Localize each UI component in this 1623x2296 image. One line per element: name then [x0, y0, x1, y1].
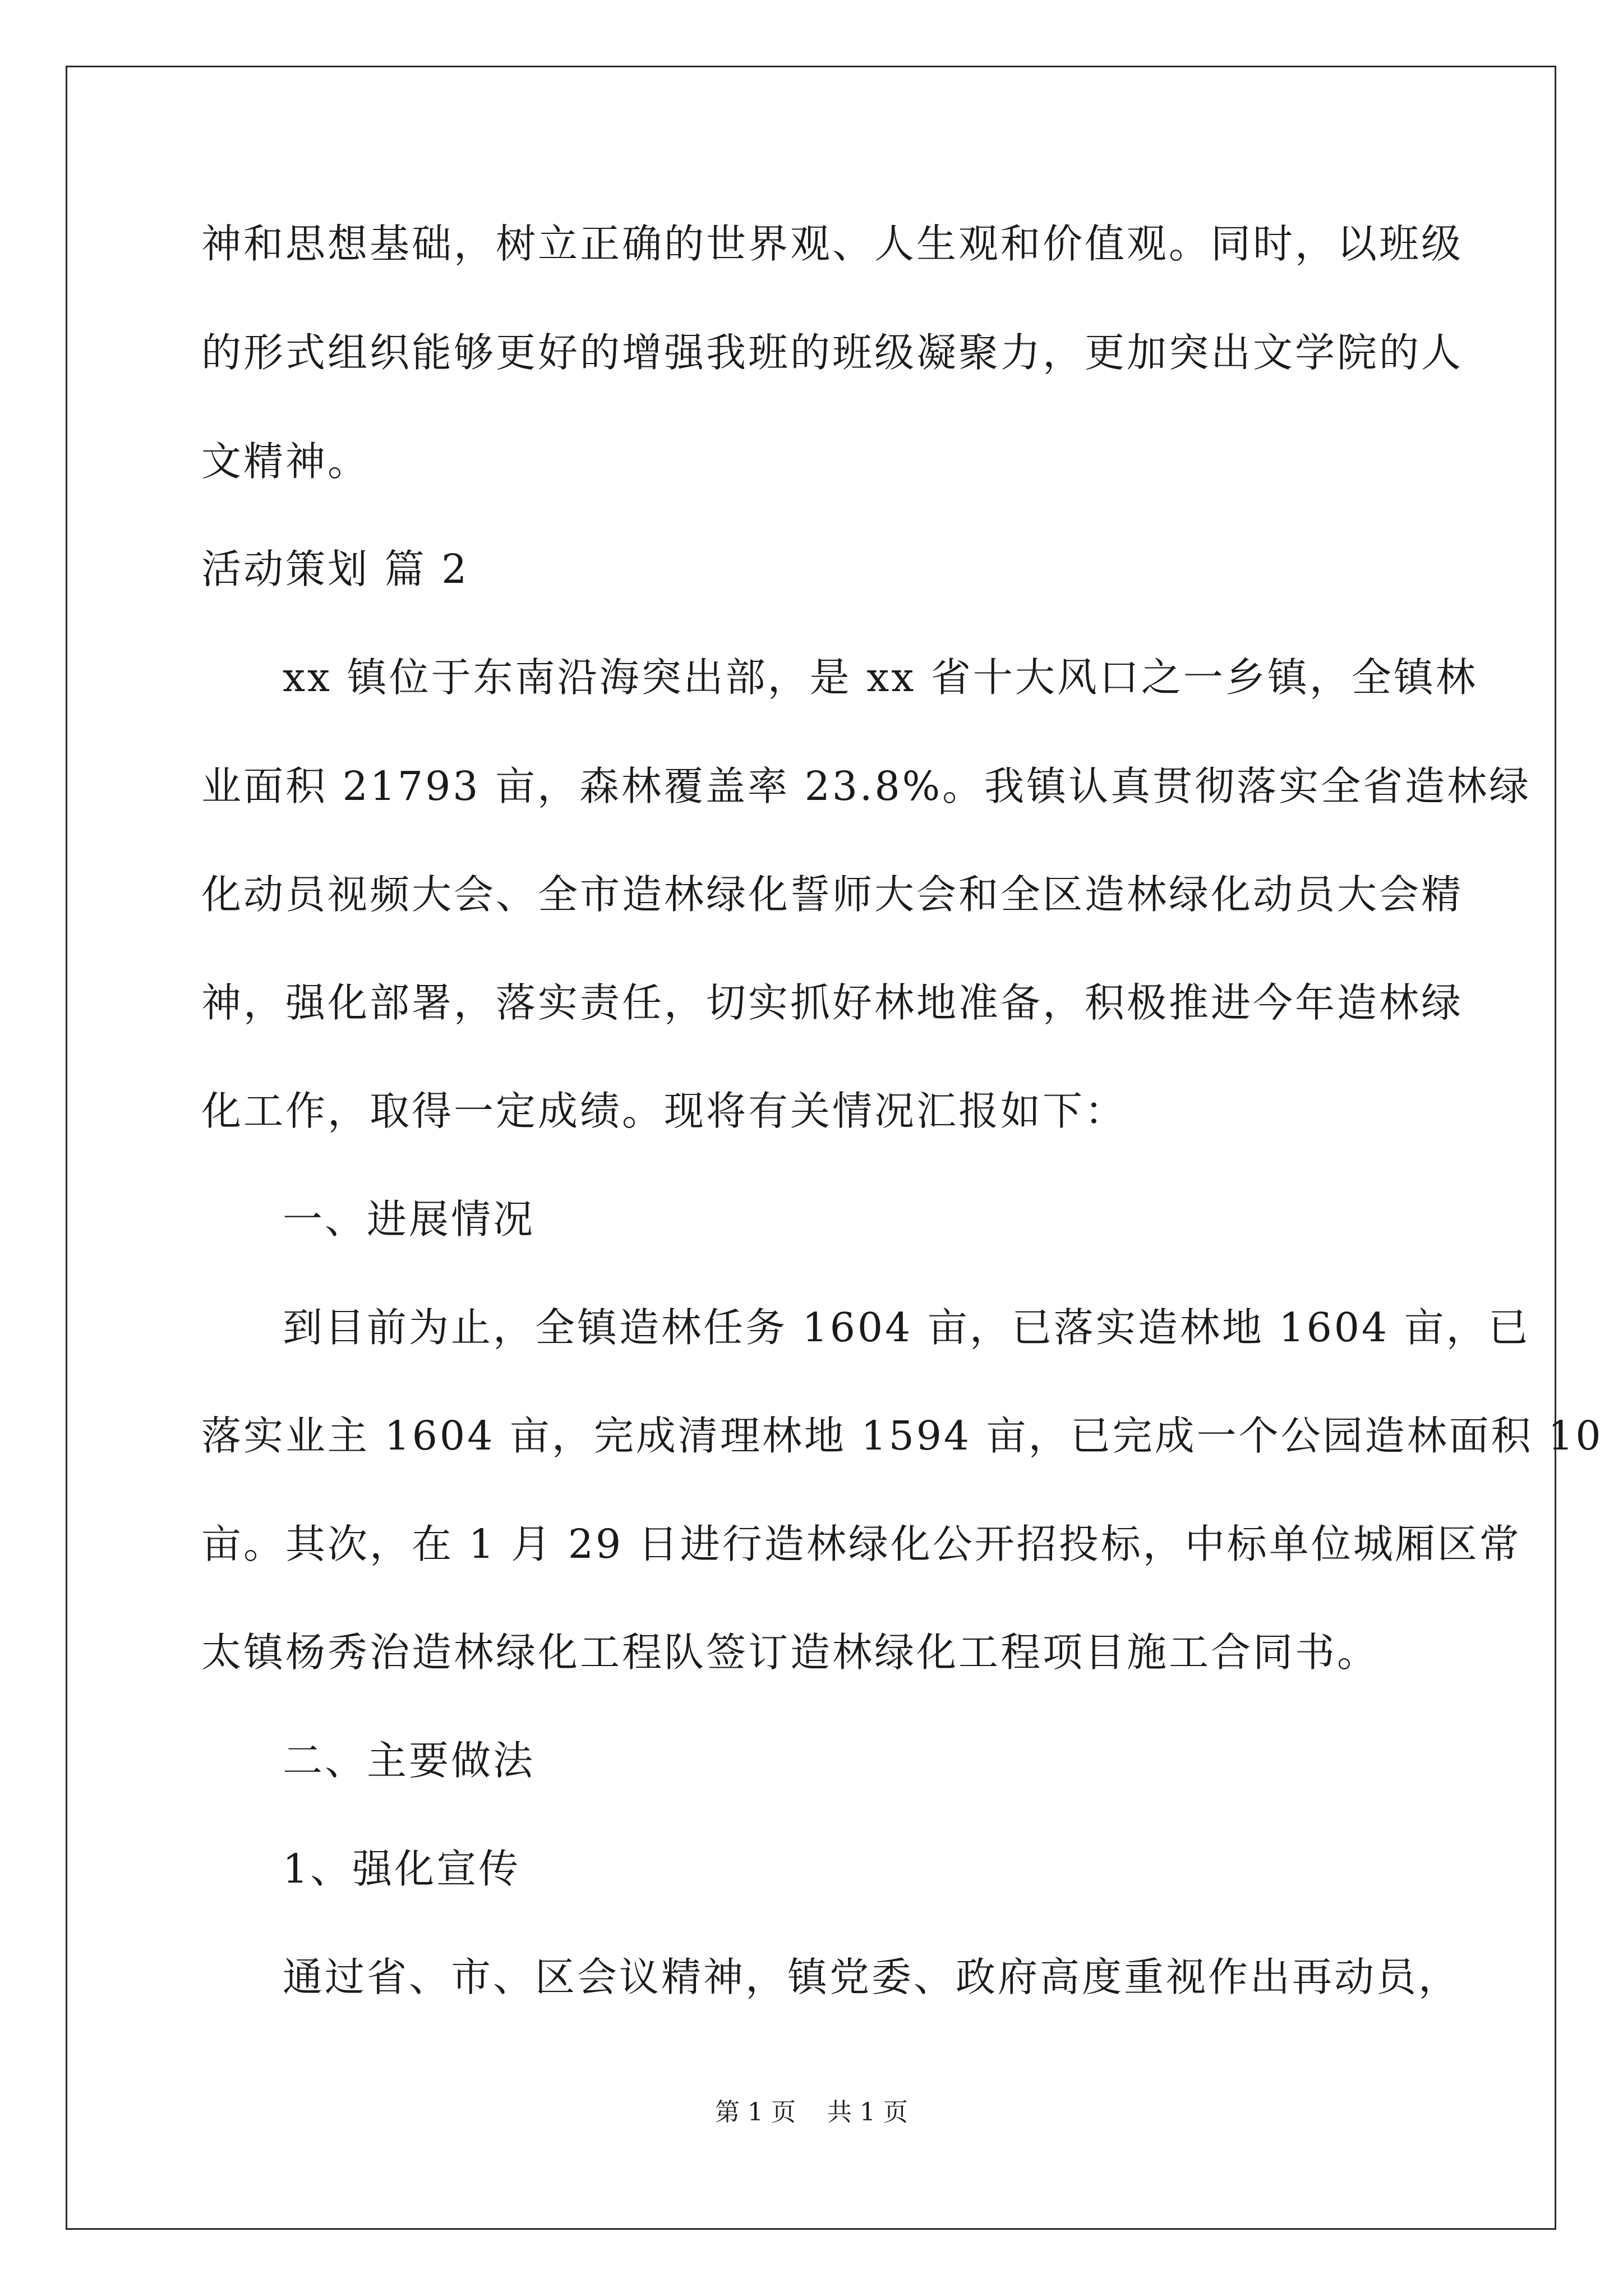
body-text-line: 太镇杨秀治造林绿化工程队签订造林绿化工程项目施工合同书。	[201, 1629, 1380, 1676]
body-text-line: 化工作，取得一定成绩。现将有关情况汇报如下：	[201, 1088, 1127, 1134]
body-text-line: 神和思想基础，树立正确的世界观、人生观和价值观。同时，以班级	[201, 220, 1464, 267]
subsection-heading: 一、进展情况	[283, 1196, 536, 1243]
body-text-line: xx 镇位于东南沿海突出部，是 xx 省十大风口之一乡镇，全镇林	[283, 654, 1478, 701]
body-text-line: 落实业主 1604 亩，完成清理林地 1594 亩，已完成一个公园造林面积 10	[201, 1412, 1603, 1459]
body-text-line: 化动员视频大会、全市造林绿化誓师大会和全区造林绿化动员大会精	[201, 871, 1464, 918]
body-text-line: 到目前为止，全镇造林任务 1604 亩，已落实造林地 1604 亩，已	[283, 1304, 1530, 1351]
section-heading: 活动策划 篇 2	[201, 546, 469, 592]
body-text-line: 通过省、市、区会议精神，镇党委、政府高度重视作出再动员，	[283, 1954, 1461, 2000]
page-border	[66, 66, 1556, 2230]
body-text-line: 神，强化部署，落实责任，切实抓好林地准备，积极推进今年造林绿	[201, 979, 1464, 1026]
body-text-line: 业面积 21793 亩，森林覆盖率 23.8%。我镇认真贯彻落实全省造林绿	[201, 763, 1532, 809]
subsection-heading: 二、主要做法	[283, 1737, 536, 1784]
subsection-heading: 1、强化宣传	[283, 1846, 521, 1892]
body-text-line: 的形式组织能够更好的增强我班的班级凝聚力，更加突出文学院的人	[201, 329, 1464, 376]
body-text-line: 文精神。	[201, 438, 370, 485]
body-text-line: 亩。其次，在 1 月 29 日进行造林绿化公开招投标，中标单位城厢区常	[201, 1521, 1521, 1567]
page-footer: 第 1 页 共 1 页	[715, 2098, 908, 2127]
